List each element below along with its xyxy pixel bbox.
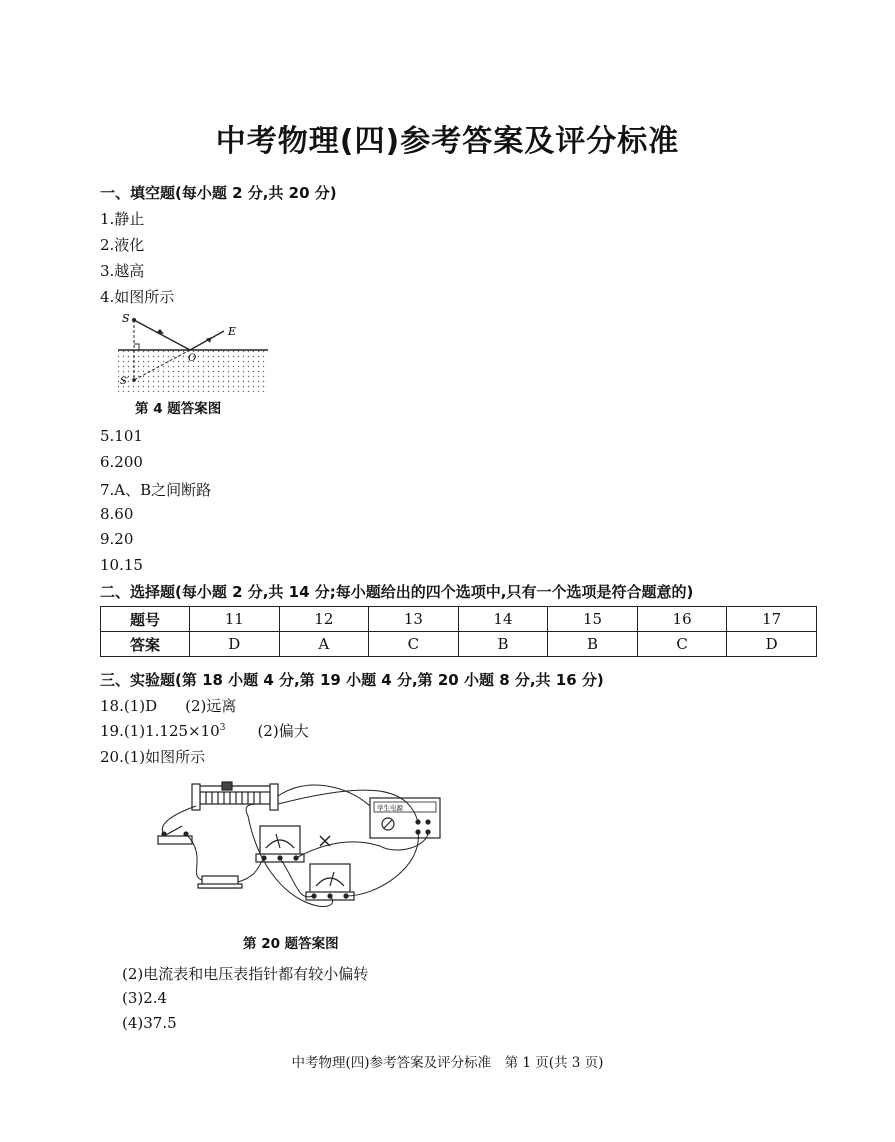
- table-header-answer: 答案: [101, 632, 190, 657]
- image-point: [132, 378, 136, 382]
- q4-figure-caption: 第 4 题答案图: [135, 401, 222, 417]
- page-title: 中考物理(四)参考答案及评分标准: [215, 124, 680, 159]
- table-cell: D: [727, 632, 817, 657]
- answer-20-part2: (2)电流表和电压表指针都有较小偏转: [122, 965, 369, 983]
- answer-18: [100, 695, 236, 716]
- answer-19: [100, 720, 309, 741]
- power-supply-label: 学生电源: [377, 804, 403, 812]
- table-cell: 11: [190, 607, 280, 632]
- answer-9: 9.20: [100, 530, 134, 548]
- table-cell: C: [369, 632, 459, 657]
- answer-20-part3: (3)2.4: [122, 989, 168, 1007]
- answer-7: 7.A、B之间断路: [100, 481, 212, 499]
- resistor: [198, 876, 242, 888]
- label-e: E: [228, 325, 237, 338]
- q18-part1: (1)D: [123, 697, 158, 715]
- rheostat: [192, 782, 278, 810]
- choice-answer-table: [100, 606, 817, 657]
- q18-part2: (2)远离: [185, 697, 237, 715]
- table-header-number: 题号: [101, 607, 190, 632]
- table-cell: 15: [548, 607, 638, 632]
- answer-2: 2.液化: [100, 236, 145, 254]
- table-cell: 13: [369, 607, 459, 632]
- q19-exponent: 3: [219, 723, 226, 733]
- answer-8: 8.60: [100, 505, 134, 523]
- right-angle-mark: [134, 344, 139, 350]
- ammeter: [256, 826, 304, 862]
- answer-1: 1.静止: [100, 210, 145, 228]
- source-point: [132, 318, 136, 322]
- voltmeter: [306, 864, 354, 900]
- q18-number: 18.: [100, 697, 124, 715]
- table-cell: 17: [727, 607, 817, 632]
- q4-reflection-figure: [112, 310, 272, 392]
- answer-20-part4: (4)37.5: [122, 1014, 177, 1032]
- table-row: [101, 607, 817, 632]
- reflected-ray: [190, 331, 224, 350]
- table-cell: A: [279, 632, 369, 657]
- q19-part2: (2)偏大: [257, 722, 309, 740]
- section-choice-heading: 二、选择题(每小题 2 分,共 14 分;每小题给出的四个选项中,只有一个选项是符合题意的): [100, 583, 694, 601]
- answer-20-line1: 20.(1)如图所示: [100, 748, 206, 766]
- table-cell: C: [637, 632, 727, 657]
- label-s: S: [122, 312, 130, 325]
- table-row: [101, 632, 817, 657]
- q19-number: 19.: [100, 722, 124, 740]
- section-experiment-heading: 三、实验题(第 18 小题 4 分,第 19 小题 4 分,第 20 小题 8 分,共 16 分): [100, 671, 604, 689]
- wrong-wire-cross-mark: [320, 836, 330, 846]
- answer-4: 4.如图所示: [100, 288, 175, 306]
- q20-figure-caption: 第 20 题答案图: [243, 936, 339, 952]
- table-cell: 16: [637, 607, 727, 632]
- page-footer: 中考物理(四)参考答案及评分标准 第 1 页(共 3 页): [291, 1055, 604, 1071]
- table-cell: 12: [279, 607, 369, 632]
- arrow-icon: [156, 329, 164, 334]
- answer-6: 6.200: [100, 453, 143, 471]
- incident-ray: [134, 320, 190, 350]
- table-cell: B: [548, 632, 638, 657]
- q19-part1: (1)1.125×10: [123, 722, 220, 740]
- answer-10: 10.15: [100, 556, 143, 574]
- section-fill-heading: 一、填空题(每小题 2 分,共 20 分): [100, 184, 337, 202]
- table-cell: 14: [458, 607, 548, 632]
- answer-5: 5.101: [100, 427, 143, 445]
- table-cell: D: [190, 632, 280, 657]
- label-o: O: [188, 353, 197, 364]
- answer-3: 3.越高: [100, 262, 145, 280]
- table-cell: B: [458, 632, 548, 657]
- label-s-image: S′: [120, 376, 130, 387]
- q20-circuit-figure: [148, 776, 453, 914]
